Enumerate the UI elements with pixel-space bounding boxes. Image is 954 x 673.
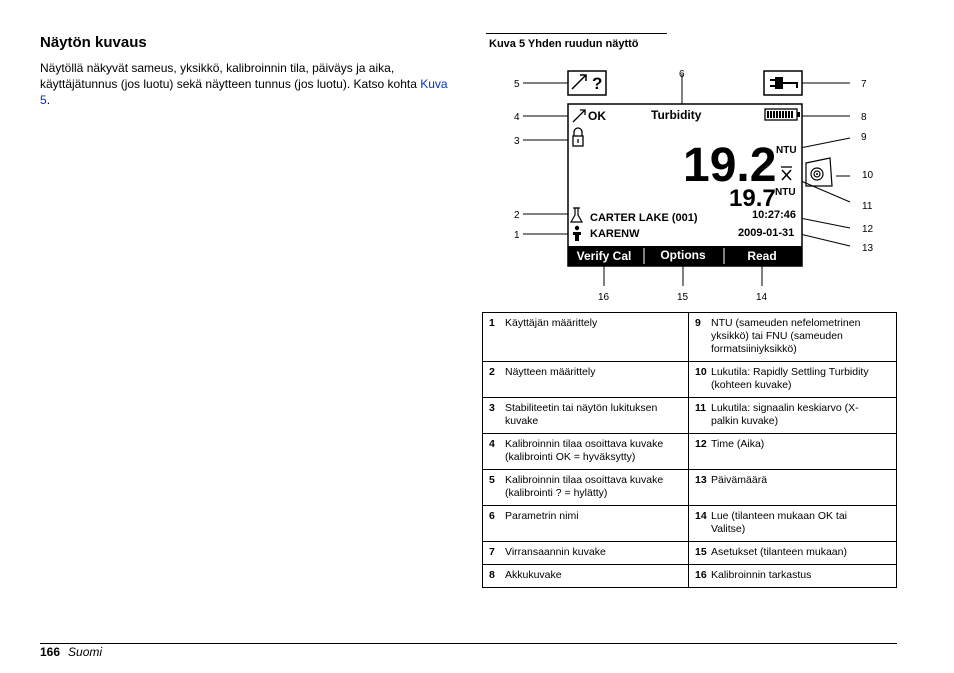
callout-5: 5 (514, 79, 520, 90)
sample-id: CARTER LAKE (001) (590, 212, 698, 224)
legend-number: 9 (695, 317, 701, 329)
legend-text: Päivämäärä (711, 474, 768, 486)
legend-text: Asetukset (tilanteen mukaan) (711, 546, 847, 558)
legend-text: Lue (tilanteen mukaan OK tai Valitse) (711, 510, 847, 535)
callout-15: 15 (677, 292, 689, 303)
intro-text: Näytöllä näkyvät sameus, yksikkö, kalibroinnin tila, päiväys ja aika, käyttäjätunnus (jos luotu) sekä näytteen tunnus (jos luotu). Katso kohta (40, 61, 421, 91)
options-button[interactable]: Options (660, 248, 706, 262)
page-number: 166 (40, 645, 61, 659)
legend-row (483, 313, 897, 362)
main-reading: 19.2 (683, 139, 777, 192)
legend-cell (483, 362, 689, 398)
legend-number: 11 (695, 402, 707, 414)
legend-row (483, 470, 897, 506)
footer-language: Suomi (68, 645, 103, 659)
legend-text: Virransaannin kuvake (505, 546, 606, 558)
display-figure (500, 60, 890, 310)
callout-7: 7 (861, 79, 867, 90)
footer-rule (40, 643, 897, 644)
figure-caption: Kuva 5 Yhden ruudun näyttö (489, 38, 639, 50)
legend-cell (483, 434, 689, 470)
legend-text: Time (Aika) (711, 438, 765, 450)
legend-number: 6 (489, 510, 495, 522)
footer (40, 645, 102, 659)
time-readout: 10:27:46 (752, 209, 797, 221)
read-button[interactable]: Read (747, 249, 777, 263)
legend-number: 8 (489, 569, 495, 581)
legend-cell (689, 565, 897, 588)
callout-2: 2 (514, 210, 520, 221)
date-readout: 2009-01-31 (738, 227, 795, 239)
legend-table (482, 312, 897, 588)
legend-number: 16 (695, 569, 707, 581)
callout-3: 3 (514, 136, 520, 147)
legend-number: 2 (489, 366, 495, 378)
legend-cell (483, 565, 689, 588)
legend-text: Lukutila: Rapidly Settling Turbidity (kohteen kuvake) (711, 366, 869, 391)
intro-end: . (46, 93, 51, 107)
callout-8: 8 (861, 112, 867, 123)
legend-text: Kalibroinnin tarkastus (711, 569, 812, 581)
svg-text:?: ? (592, 74, 603, 93)
legend-row (483, 434, 897, 470)
callout-4: 4 (514, 112, 520, 123)
legend-text: Näytteen määrittely (505, 366, 596, 378)
legend-cell (483, 470, 689, 506)
figure-link[interactable]: Kuva 5 (40, 77, 448, 107)
callout-6: 6 (679, 69, 685, 80)
legend-cell (483, 542, 689, 565)
legend-number: 3 (489, 402, 495, 414)
target-mode-icon (806, 158, 832, 186)
legend-number: 14 (695, 510, 707, 522)
main-unit: NTU (776, 145, 797, 156)
average-unit: NTU (775, 187, 796, 198)
legend-cell (689, 362, 897, 398)
legend-cell (689, 434, 897, 470)
legend-row (483, 506, 897, 542)
verify-cal-button[interactable]: Verify Cal (576, 249, 632, 263)
legend-cell (483, 313, 689, 362)
legend-text: Akkukuvake (505, 569, 562, 581)
legend-number: 15 (695, 546, 707, 558)
legend-number: 13 (695, 474, 707, 486)
legend-number: 10 (695, 366, 707, 378)
average-reading: 19.7 (729, 185, 776, 212)
callout-11: 11 (862, 201, 873, 212)
legend-row (483, 362, 897, 398)
legend-number: 7 (489, 546, 495, 558)
parameter-name: Turbidity (651, 108, 702, 122)
callout-9: 9 (861, 132, 867, 143)
callout-1: 1 (514, 230, 520, 241)
callout-10: 10 (862, 170, 874, 181)
legend-number: 12 (695, 438, 707, 450)
caption-rule (486, 33, 667, 34)
legend-text: Kalibroinnin tilaa osoittava kuvake (kalibrointi OK = hyväksytty) (505, 438, 664, 463)
legend-number: 4 (489, 438, 495, 450)
intro-paragraph (40, 60, 460, 108)
callout-16: 16 (598, 292, 610, 303)
legend-text: Lukutila: signaalin keskiarvo (X-palkin kuvake) (711, 402, 859, 427)
legend-cell (483, 506, 689, 542)
legend-text: Stabiliteetin tai näytön lukituksen kuvake (505, 402, 658, 427)
legend-text: Parametrin nimi (505, 510, 579, 522)
legend-cell (689, 506, 897, 542)
legend-text: Kalibroinnin tilaa osoittava kuvake (kalibrointi ? = hylätty) (505, 474, 664, 499)
legend-row (483, 565, 897, 588)
legend-cell (689, 470, 897, 506)
callout-13: 13 (862, 243, 874, 254)
legend-row (483, 542, 897, 565)
callout-12: 12 (862, 224, 874, 235)
legend-text: Käyttäjän määrittely (505, 317, 598, 329)
legend-number: 5 (489, 474, 495, 486)
section-title: Näytön kuvaus (40, 34, 147, 51)
legend-text: NTU (sameuden nefelometrinen yksikkö) tai FNU (sameuden formatsiiniyksikkö) (711, 317, 861, 355)
legend-cell (689, 542, 897, 565)
cal-fail-icon (568, 71, 606, 95)
legend-cell (689, 313, 897, 362)
cal-status: OK (588, 109, 606, 123)
legend-number: 1 (489, 317, 495, 329)
legend-row (483, 398, 897, 434)
legend-cell (689, 398, 897, 434)
power-supply-icon (764, 71, 802, 95)
callout-14: 14 (756, 292, 768, 303)
operator-id: KARENW (590, 228, 640, 240)
legend-cell (483, 398, 689, 434)
